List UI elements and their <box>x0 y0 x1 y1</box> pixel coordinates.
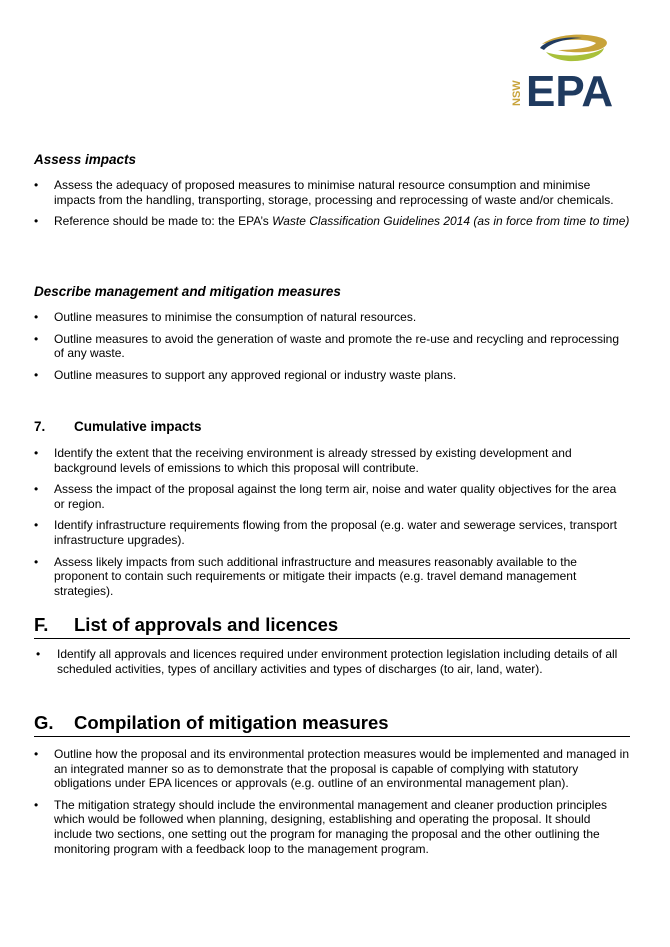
svg-text:NSW: NSW <box>511 80 523 106</box>
describe-measures-section <box>34 284 630 389</box>
list-item: • Assess the adequacy of proposed measures to minimise natural resource consumption and minimise impacts from the handling, transporting, storage, processing and reprocessing of waste and/or chemicals. <box>34 178 630 207</box>
list-item: • Identify the extent that the receiving environment is already stressed by existing development and background levels of emissions to which this proposal will contribute. <box>34 446 630 475</box>
assess-impacts-list <box>34 178 630 229</box>
epa-swoosh-icon <box>506 30 626 110</box>
cumulative-impacts-section <box>34 419 630 605</box>
list-item: • Identify all approvals and licences required under environment protection legislation including details of all scheduled activities, types of ancillary activities and types of discharges (to air, land, water). <box>34 647 630 676</box>
section-f-heading: F. List of approvals and licences <box>34 614 630 639</box>
list-item: • Identify infrastructure requirements flowing from the proposal (e.g. water and sewerage services, transport infrastructure upgrades). <box>34 518 630 547</box>
describe-measures-list <box>34 310 630 382</box>
nsw-epa-logo <box>506 30 626 110</box>
list-item: • Outline measures to avoid the generation of waste and promote the re-use and recycling and reprocessing of any waste. <box>34 332 630 361</box>
list-item: • Outline measures to minimise the consumption of natural resources. <box>34 310 630 325</box>
section-f-list <box>34 647 630 676</box>
svg-text:EPA: EPA <box>526 67 614 110</box>
assess-impacts-heading: Assess impacts <box>34 152 137 167</box>
list-item: • The mitigation strategy should include the environmental management and cleaner production principles which would be followed when planning, designing, establishing and operating the proposal. It should include two sections, one setting out the program for managing the proposal and the other outlining the monitoring program with a feedback loop to the management program. <box>34 798 630 856</box>
cumulative-impacts-heading: 7. Cumulative impacts <box>34 419 202 434</box>
list-item: • Assess the impact of the proposal against the long term air, noise and water quality objectives for the area or region. <box>34 482 630 511</box>
list-item: • Assess likely impacts from such additional infrastructure and measures reasonably available to the proponent to contain such requirements or mitigate their impacts (e.g. travel demand management strategies). <box>34 555 630 599</box>
section-g <box>34 712 630 863</box>
section-g-list <box>34 747 630 856</box>
assess-impacts-section <box>34 152 630 236</box>
describe-measures-heading: Describe management and mitigation measures <box>34 284 341 299</box>
list-item: • Outline how the proposal and its environmental protection measures would be implemented and managed in an integrated manner so as to demonstrate that the proposal is capable of complying with statutory obligations under EPA licences or approvals (e.g. outline of an environmental management plan). <box>34 747 630 791</box>
cumulative-impacts-list <box>34 446 630 598</box>
section-g-heading: G. Compilation of mitigation measures <box>34 712 630 737</box>
list-item: • Outline measures to support any approved regional or industry waste plans. <box>34 368 630 383</box>
section-f <box>34 614 630 683</box>
list-item: • Reference should be made to: the EPA’s Waste Classification Guidelines 2014 (as in force from time to time) <box>34 214 630 229</box>
